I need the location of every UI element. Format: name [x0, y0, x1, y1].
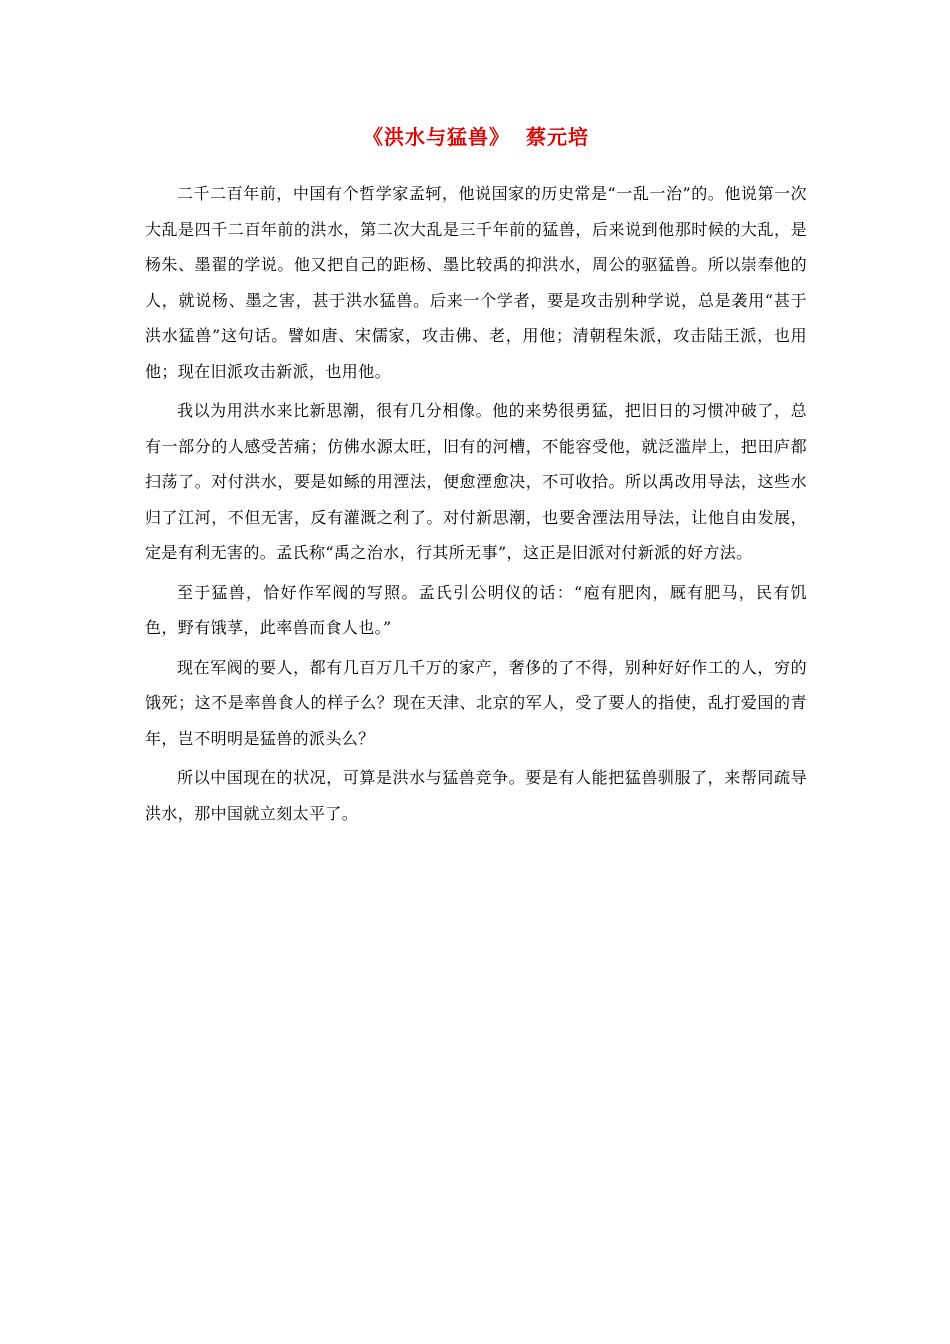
- document-title: 《洪水与猛兽》 蔡元培: [363, 125, 589, 149]
- paragraph-2: 我以为用洪水来比新思潮，很有几分相像。他的来势很勇猛，把旧日的习惯冲破了，总有一部分的人感受苦痛；仿佛水源太旺，旧有的河槽，不能容受他，就泛滥岸上，把田庐都扫荡了。对付洪水，要是如鲧的用湮法，便愈湮愈决，不可收拾。所以禹改用导法，这些水归了江河，不但无害，反有灌溉之利了。对付新思潮，也要舍湮法用导法，让他自由发展，定是有利无害的。孟氏称“禹之治水，行其所无事”，这正是旧派对付新派的好方法。: [145, 401, 807, 562]
- paragraph-1: 二千二百年前，中国有个哲学家孟轲，他说国家的历史常是“一乱一治”的。他说第一次大乱是四千二百年前的洪水，第二次大乱是三千年前的猛兽，后来说到他那时候的大乱，是杨朱、墨翟的学说。他又把自己的距杨、墨比较禹的抑洪水，周公的驱猛兽。所以崇奉他的人，就说杨、墨之害，甚于洪水猛兽。后来一个学者，要是攻击别种学说，总是袭用“甚于洪水猛兽”这句话。譬如唐、宋儒家，攻击佛、老，用他；清朝程朱派，攻击陆王派，也用他；现在旧派攻击新派，也用他。: [145, 184, 807, 381]
- paragraph-3: 至于猛兽，恰好作军阀的写照。孟氏引公明仪的话：“庖有肥肉，厩有肥马，民有饥色，野有饿莩，此率兽而食人也。”: [145, 582, 807, 637]
- paragraph-5: 所以中国现在的状况，可算是洪水与猛兽竞争。要是有人能把猛兽驯服了，来帮同疏导洪水，那中国就立刻太平了。: [145, 768, 807, 823]
- document-page: [145, 120, 807, 835]
- paragraph-4: 现在军阀的要人，都有几百万几千万的家产，奢侈的了不得，别种好好作工的人，穷的饿死；这不是率兽食人的样子么？现在天津、北京的军人，受了要人的指使，乱打爱国的青年，岂不明明是猛兽的派头么？: [145, 657, 807, 748]
